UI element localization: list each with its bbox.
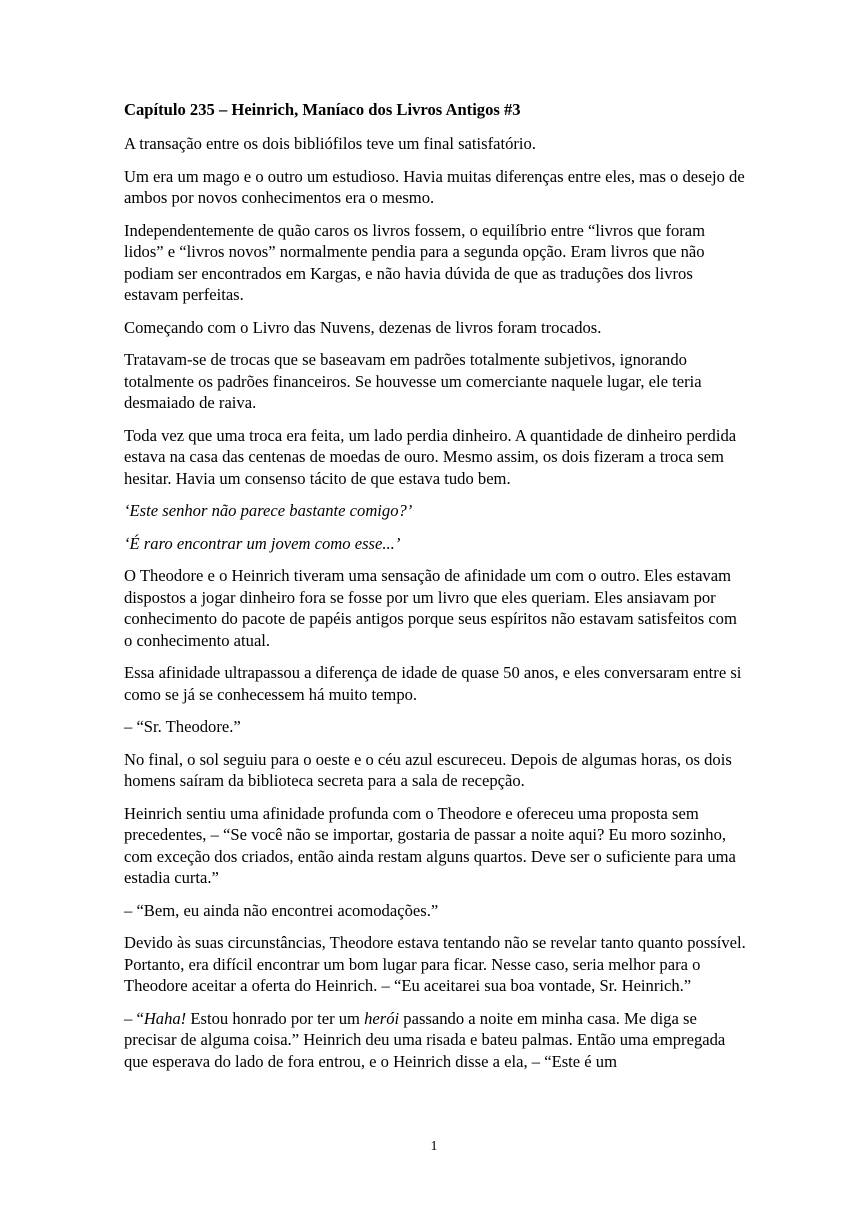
italic-text-run: herói [364,1008,400,1028]
dialogue-paragraph: – “Sr. Theodore.” [124,717,241,736]
dialogue-paragraph: – “Bem, eu ainda não encontrei acomodações.” [124,900,439,920]
paragraph: No final, o sol seguiu para o oeste e o céu azul escureceu. Depois de algumas horas, os dois homens saíram da biblioteca secreta para a sala de recepção. [124,749,732,790]
paragraph: Tratavam-se de trocas que se baseavam em padrões totalmente subjetivos, ignorando totalmente os padrões financeiros. Se houvesse um comerciante naquele lugar, ele teria desmaiado de raiva. [124,350,702,412]
text-run: – “ [124,1008,144,1028]
paragraph: Toda vez que uma troca era feita, um lado perdia dinheiro. A quantidade de dinheiro perdida estava na casa das centenas de moedas de ouro. Mesmo assim, os dois fizeram a troca sem hesitar. Havia um consenso tácito de que estava tudo bem. [124,425,737,488]
paragraph: O Theodore e o Heinrich tiveram uma sensação de afinidade um com o outro. Eles estavam dispostos a jogar dinheiro fora se fosse por um livro que eles queriam. Eles ansiavam por conhecimento do pacote de papéis antigos porque seus espíritos não estavam satisfeitos com o conhecimento atual. [124,566,737,650]
thought-paragraph: ‘Este senhor não parece bastante comigo?’ [124,501,413,520]
paragraph: Um era um mago e o outro um estudioso. Havia muitas diferenças entre eles, mas o desejo de ambos por novos conhecimentos era o mesmo. [124,166,745,207]
paragraph: Heinrich sentiu uma afinidade profunda com o Theodore e ofereceu uma proposta sem precedentes, – “Se você não se importar, gostaria de passar a noite aqui? Eu moro sozinho, com exceção dos criados, então ainda restam alguns quartos. Deve ser o suficiente para uma estadia curta.” [124,803,736,887]
chapter-title: Capítulo 235 – Heinrich, Maníaco dos Livros Antigos #3 [124,100,521,119]
paragraph: Devido às suas circunstâncias, Theodore estava tentando não se revelar tanto quanto possível. Portanto, era difícil encontrar um bom lugar para ficar. Nesse caso, seria melhor para o Theodore aceitar a oferta do Heinrich. – “Eu aceitarei sua boa vontade, Sr. Heinrich.” [124,933,746,995]
thought-paragraph: ‘É raro encontrar um jovem como esse...’ [124,533,401,553]
document-body [124,99,746,1083]
paragraph: Independentemente de quão caros os livros fossem, o equilíbrio entre “livros que foram lidos” e “livros novos” normalmente pendia para a segunda opção. Eram livros que não podiam ser encontrados em Kargas, e não havia dúvida de que as traduções dos livros estavam perfeitas. [124,220,706,304]
text-run: passando a noite em minha casa. Me diga se precisar de alguma coisa.” Heinrich deu uma risada e bateu palmas. Então uma empregada que esperava do lado de fora entrou, e o Heinrich disse a ela, – “Este é um [124,1008,726,1071]
text-run: Estou honrado por ter um [186,1008,365,1028]
paragraph [124,1008,746,1073]
italic-text-run: Haha! [143,1008,187,1028]
paragraph: Essa afinidade ultrapassou a diferença de idade de quase 50 anos, e eles conversaram entre si como se já se conhecessem há muito tempo. [124,663,742,704]
page-number: 1 [430,1139,438,1154]
paragraph: Começando com o Livro das Nuvens, dezenas de livros foram trocados. [124,317,602,337]
paragraph: A transação entre os dois bibliófilos teve um final satisfatório. [124,134,536,153]
